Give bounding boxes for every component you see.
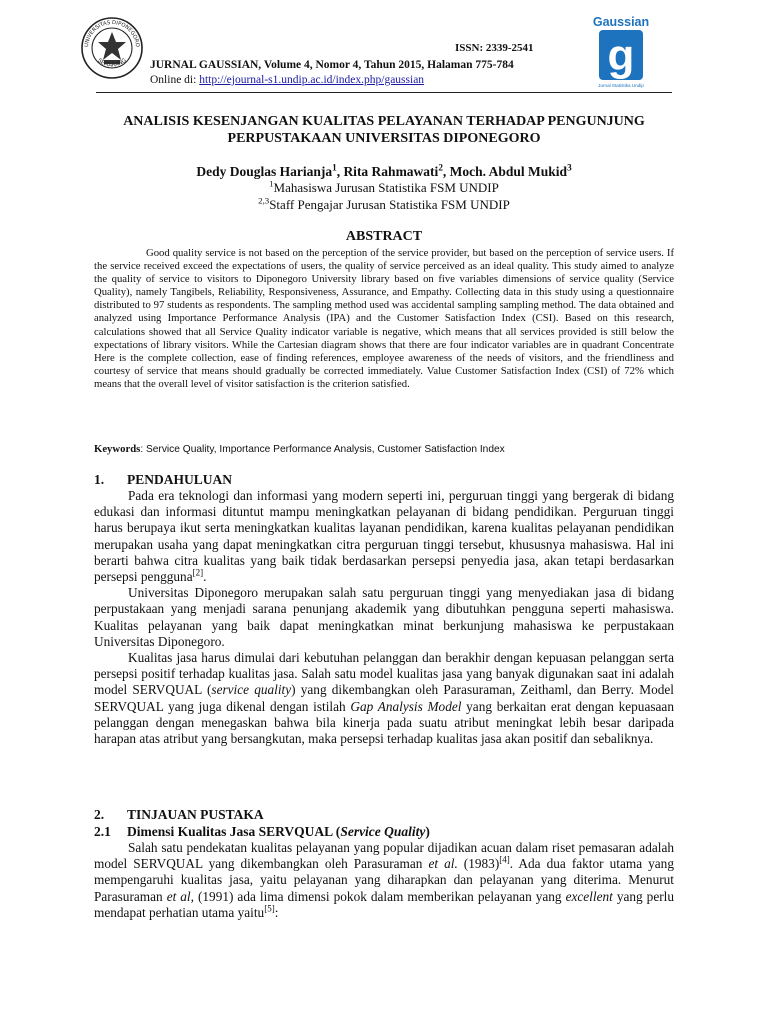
paragraph-text: (1991) ada lima dimensi pokok dalam memberikan pelayanan yang — [193, 888, 566, 904]
seal-text-bottom: SEMARANG — [96, 57, 128, 69]
section-2-title: TINJAUAN PUSTAKA — [127, 807, 264, 822]
gaussian-logo-letter: g — [607, 31, 635, 80]
affiliation-2-mark: 2,3 — [258, 195, 270, 206]
issn-label: ISSN: 2339-2541 — [455, 42, 534, 54]
section-1-body — [94, 488, 674, 747]
subsection-title-text: Dimensi Kualitas Jasa SERVQUAL ( — [127, 824, 341, 839]
italic-term: et al. — [428, 856, 458, 872]
online-prefix: Online di: — [150, 74, 200, 86]
gaussian-logo-word: Gaussian — [593, 15, 649, 29]
paragraph: Universitas Diponegoro merupakan salah satu perguruan tinggi yang menyediakan jasa di bidang perpustakaan yang menjadi sarana penunjang akademik yang dibutuhkan pengguna seperti mahasiswa. Kualitas pelayanan yang baik dapat meningkatkan minat berkunjung mahasiswa ke perpustakaan Universitas Diponegoro. — [94, 585, 674, 649]
paragraph — [94, 650, 674, 747]
journal-url-link[interactable]: http://ejournal-s1.undip.ac.id/index.php/gaussian — [199, 74, 425, 86]
citation-ref: [5] — [264, 903, 275, 914]
paragraph-text: Salah satu pendekatan kualitas pelayanan yang popular dijadikan acuan dalam riset pemasaran adalah model SERVQUAL yang dikembangkan oleh Parasuraman — [94, 840, 674, 872]
svg-text:SEMARANG — [96, 58, 128, 69]
title-line-1: ANALISIS KESENJANGAN KUALITAS PELAYANAN TERHADAP PENGUNJUNG — [123, 114, 645, 129]
affiliation-2-text: Staff Pengajar Jurusan Statistika FSM UNDIP — [269, 197, 510, 212]
section-1-number: 1. — [94, 472, 105, 487]
italic-term: excellent — [565, 888, 613, 904]
section-2-number: 2. — [94, 807, 105, 822]
paragraph-text: . — [203, 569, 207, 585]
affiliation-1 — [80, 180, 688, 196]
paragraph-text: (1983) — [457, 856, 500, 872]
author-2-mark: 2 — [438, 162, 443, 173]
paragraph — [94, 488, 674, 585]
italic-term: Gap Analysis Model — [350, 698, 462, 714]
affiliation-2 — [80, 197, 688, 213]
author-1-mark: 1 — [332, 162, 337, 173]
section-2-heading — [94, 807, 264, 823]
paragraph-text: : — [274, 904, 279, 920]
citation-ref: [4] — [499, 854, 510, 865]
affiliation-1-text: Mahasiswa Jurusan Statistika FSM UNDIP — [273, 180, 499, 195]
journal-citation: JURNAL GAUSSIAN, Volume 4, Nomor 4, Tahun 2015, Halaman 775-784 — [150, 59, 514, 71]
section-1-heading — [94, 472, 232, 488]
paper-title — [80, 113, 688, 147]
citation-ref: [2] — [192, 567, 204, 578]
keywords-line — [94, 443, 674, 455]
keywords-text: : Service Quality, Importance Performance Analysis, Customer Satisfaction Index — [140, 444, 505, 455]
paragraph-text: yang perlu mendapat perhatian utama yaitu — [94, 888, 675, 920]
university-seal-icon — [80, 16, 144, 80]
italic-term: Service Quality — [340, 824, 426, 839]
seal-text-top: UNIVERSITAS DIPONEGORO — [83, 19, 141, 48]
title-line-2: PERPUSTAKAAN UNIVERSITAS DIPONEGORO — [227, 131, 541, 146]
paragraph-text: Pada era teknologi dan informasi yang modern seperti ini, perguruan tinggi yang bergerak di bidang edukasi dan informasi dituntut mampu meningkatkan pelayanan di bidang pendidikan. Perguruan tinggi harus berupaya ikut serta meningkatkan kualitas layanan pendidikan, karena kualitas pelayanan pendidikan merupakan usaha yang dapat meningkatkan citra perguruan tinggi tersebut, khususnya mahasiswa. Hal ini berarti bahwa citra kualitas yang baik tidak berdasarkan persepsi penyedia jasa, akan tetapi berdasarkan persepsi pengguna — [94, 488, 674, 585]
gaussian-logo-caption: Jurnal Statistika Undip — [598, 83, 644, 88]
author-2: Rita Rahmawati — [343, 164, 439, 179]
affiliation-1-mark: 1 — [269, 178, 274, 189]
section-2-body — [94, 840, 674, 921]
keywords-label: Keywords — [94, 443, 141, 455]
subsection-title-text: ) — [425, 824, 430, 839]
gaussian-logo-icon — [593, 14, 649, 98]
subsection-2-1-heading — [94, 824, 430, 840]
paragraph-text: . Ada dua faktor utama yang mempengaruhi kualitas jasa, yaitu pelayanan yang diharapkan dan pelayanan yang diterima. Menurut Parasuraman — [94, 856, 674, 904]
header-divider — [96, 92, 672, 93]
abstract-heading: ABSTRACT — [345, 229, 423, 244]
italic-term: service quality — [211, 682, 292, 698]
author-3-mark: 3 — [567, 162, 572, 173]
author-3: Moch. Abdul Mukid — [449, 164, 568, 179]
abstract-text: Good quality service is not based on the perception of the service provider, but based on the perception of service users. If the service received exceed the expectations of users, the quality of service perceived as an ideal quality. This study aimed to analyze the quality of service to visitors to Diponegoro University library based on five variables dimensions of service quality (Service Quality), namely Tangibels, Reliability, Responsiveness, Assurance, and Empathy. Collecting data in this study using a questionnaire distributed to 97 students as respondents. The sampling method used was accidental sampling sampling method. The data obtained and analyzed using Importance Performance Analysis (IPA) and the Customer Satisfaction Index (CSI). Based on this research, calculations showed that all Service Quality indicator variable is negative, which means that all services provided is still below the expectations of library visitors. While the Cartesian diagram shows that there are four indicator variables are in quadrant Concentrate Here is the complete collection, ease of finding references, employee awareness of the needs of visitors, and the friendliness and courtesy of service that means should gradually be corrected immediately. Value Customer Satisfaction Index (CSI) of 72% which means that the overall level of visitor satisfaction is the criterion satisfied. — [94, 247, 674, 390]
italic-term: et al, — [166, 888, 194, 904]
paragraph-text: ) yang dikembangkan oleh Parasuraman, Zeithaml, dan Berry. Model SERVQUAL yang juga dikenal dengan istilah — [94, 682, 675, 714]
paragraph-text: Kualitas jasa harus dimulai dari kebutuhan pelanggan dan berakhir dengan kepuasan pelanggan serta persepsi positif terhadap kualitas jasa. Salah satu model kualitas jasa yang banyak digunakan saat ini adalah model SERVQUAL ( — [94, 650, 674, 698]
section-1-title: PENDAHULUAN — [127, 472, 233, 487]
subsection-2-1-number: 2.1 — [94, 824, 111, 839]
paragraph-text: yang berkaitan erat dengan kepuasaan pelanggan dengan menegaskan bahwa bila kinerja pada suatu atribut meningkat lebih besar daripada harapan atas atribut yang bersangkutan, maka persepsi terhadap kualitas jasa akan positif dan sebaliknya. — [94, 698, 674, 747]
online-line — [150, 74, 424, 86]
paragraph — [94, 840, 674, 921]
author-list: Dedy Douglas Harianja$^1$, Rita Rahmawati$^2$, Moch. Abdul Mukid$^3$ — [196, 162, 572, 179]
author-1: Dedy Douglas Harianja — [196, 164, 333, 179]
